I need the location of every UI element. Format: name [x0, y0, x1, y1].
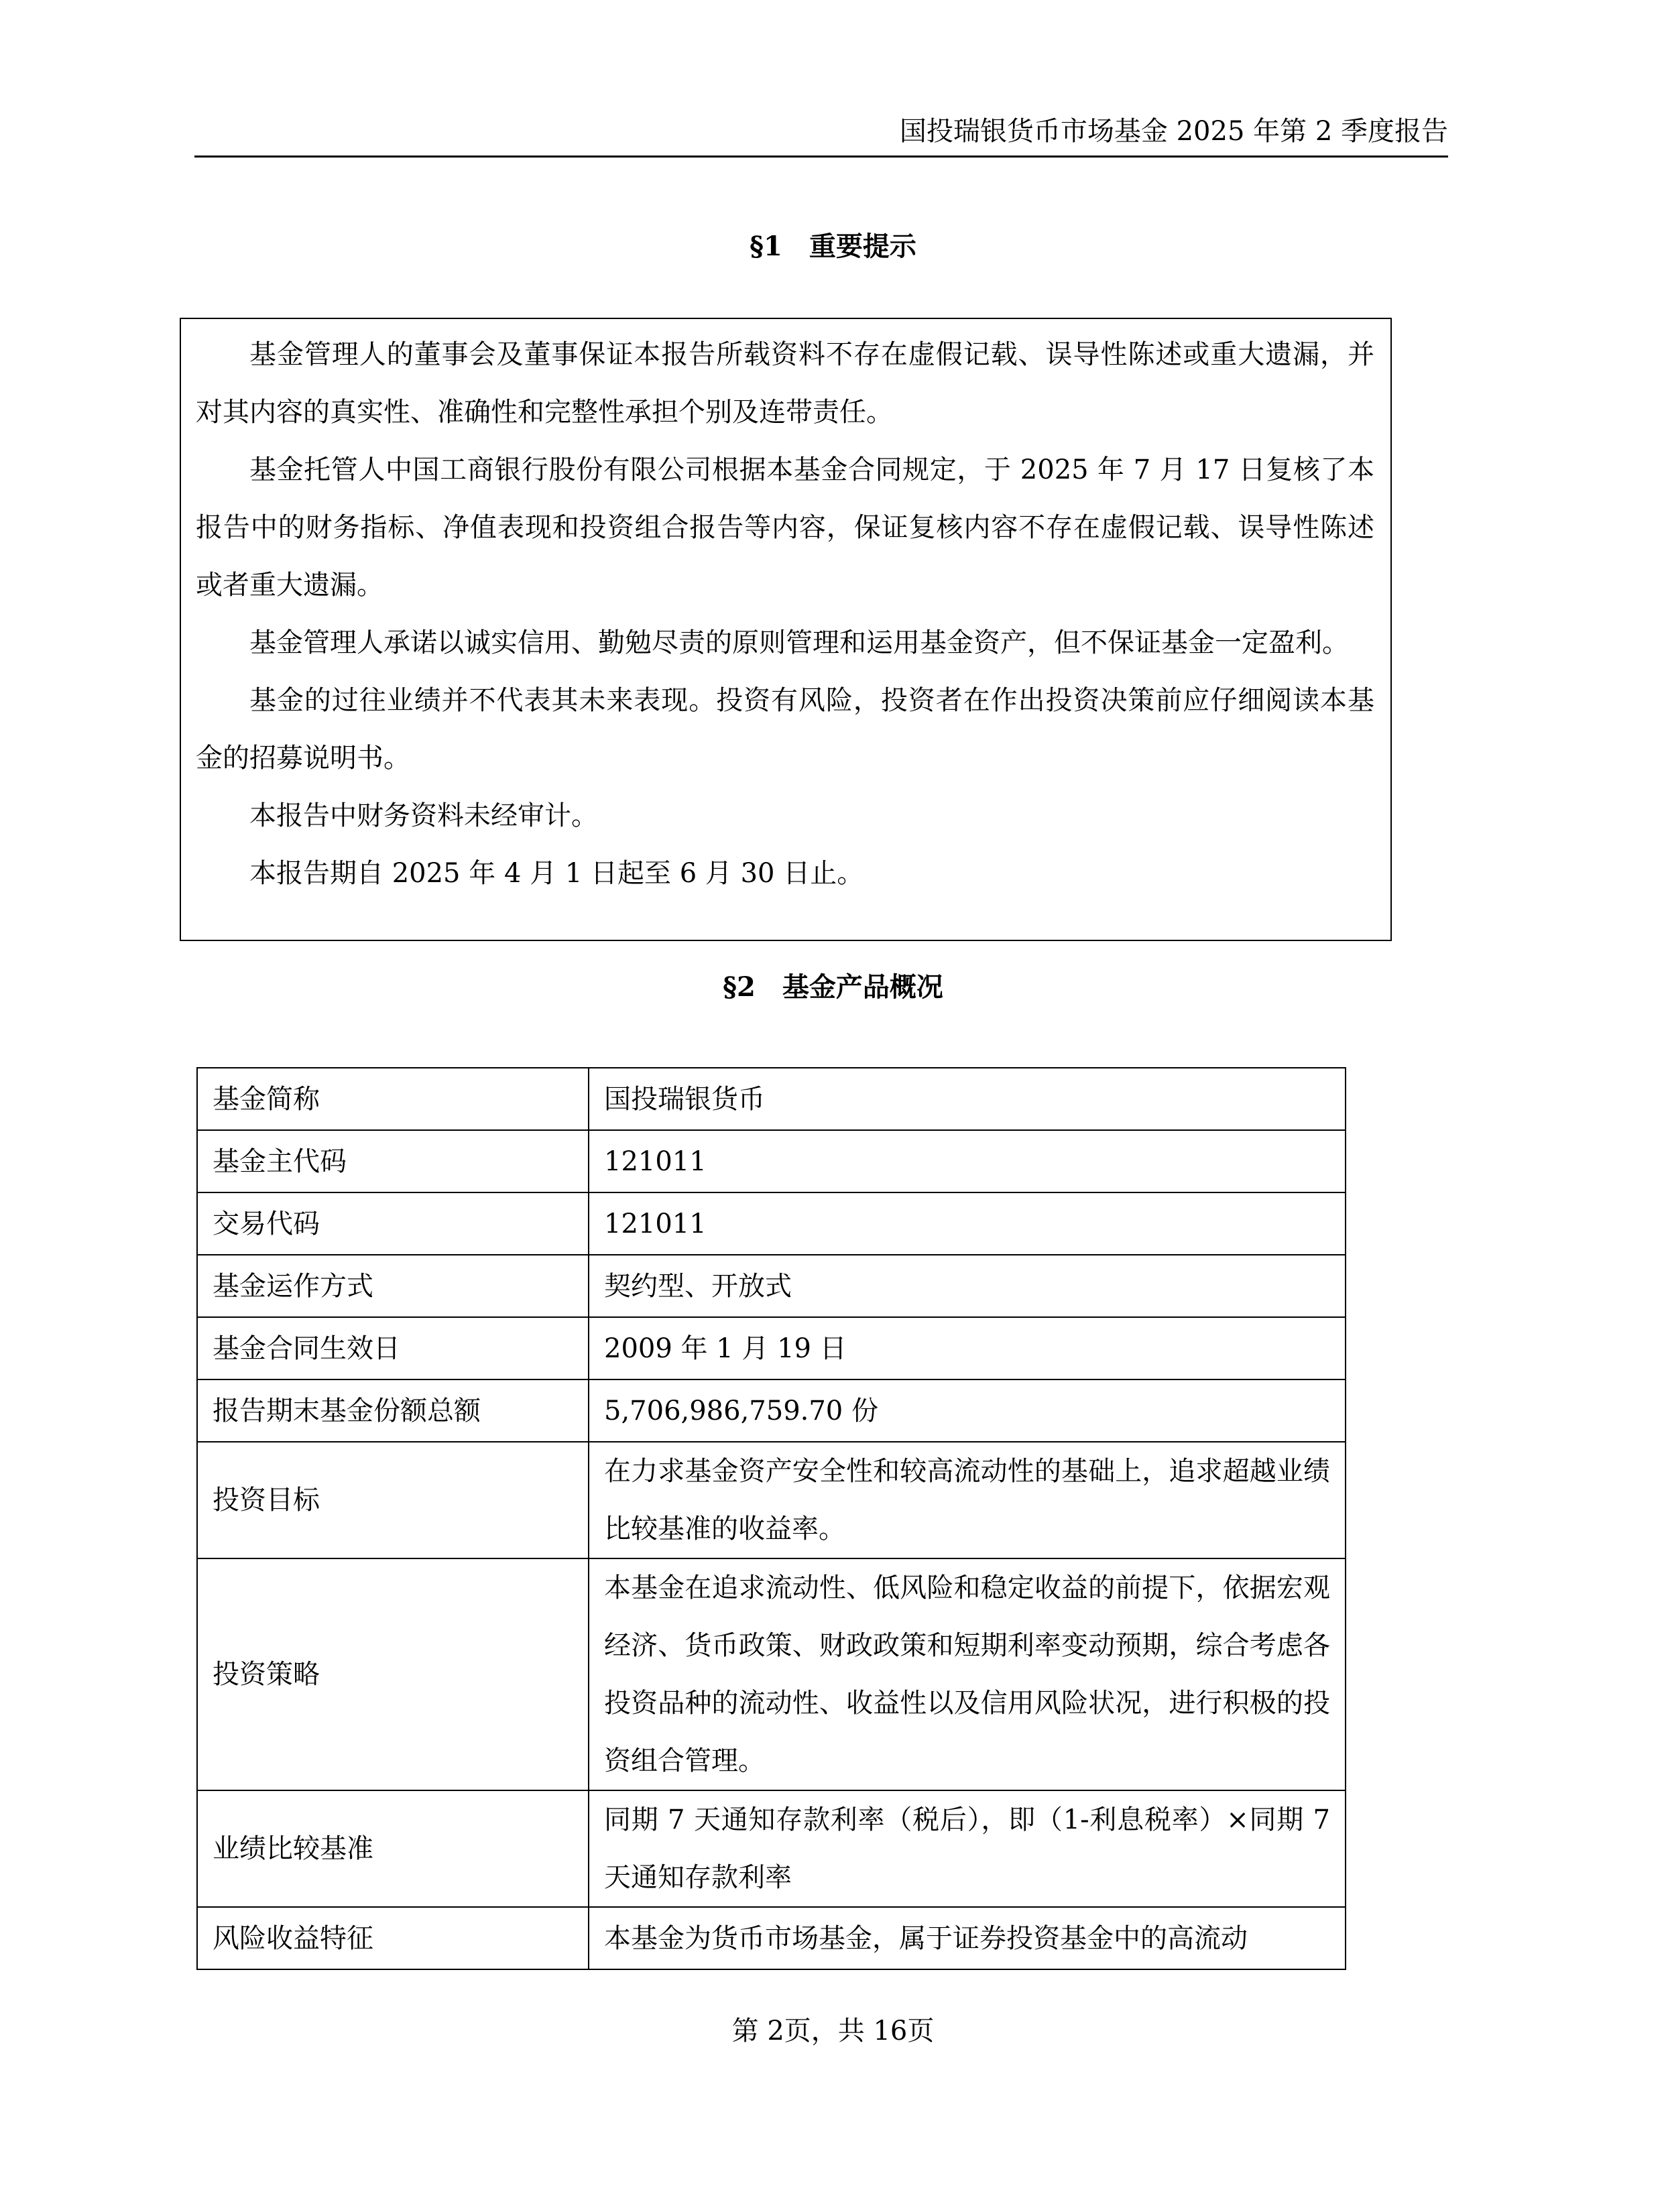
row-value: 契约型、开放式 [589, 1255, 1346, 1317]
table-row [197, 1317, 1346, 1379]
row-value: 5,706,986,759.70 份 [589, 1379, 1346, 1442]
notice-paragraph-5: 本报告中财务资料未经审计。 [249, 800, 598, 831]
important-notice-box [180, 318, 1392, 941]
page-footer [0, 2014, 1666, 2048]
table-row [197, 1790, 1346, 1907]
row-label: 交易代码 [197, 1192, 589, 1255]
table-row [197, 1130, 1346, 1192]
table-row [197, 1068, 1346, 1130]
table-row [197, 1442, 1346, 1558]
section-1-title: 重要提示 [809, 231, 916, 262]
table-row [197, 1379, 1346, 1442]
row-value: 121011 [589, 1192, 1346, 1255]
row-label: 基金合同生效日 [197, 1317, 589, 1379]
row-label: 基金运作方式 [197, 1255, 589, 1317]
row-value: 在力求基金资产安全性和较高流动性的基础上，追求超越业绩比较基准的收益率。 [589, 1442, 1346, 1558]
section-1-heading [0, 230, 1666, 263]
section-2-title: 基金产品概况 [782, 971, 943, 1003]
row-label: 业绩比较基准 [197, 1790, 589, 1907]
row-label: 风险收益特征 [197, 1907, 589, 1969]
fund-overview-table [196, 1067, 1346, 1970]
page-number: 第 2页，共 16页 [731, 2016, 935, 2046]
row-value: 121011 [589, 1130, 1346, 1192]
report-title: 国投瑞银货币市场基金 2025 年第 2 季度报告 [899, 116, 1448, 147]
row-value: 本基金在追求流动性、低风险和稳定收益的前提下，依据宏观经济、货币政策、财政政策和短期利率变动预期，综合考虑各投资品种的流动性、收益性以及信用风险状况，进行积极的投资组合管理。 [589, 1558, 1346, 1790]
row-label: 基金主代码 [197, 1130, 589, 1192]
row-label: 投资目标 [197, 1442, 589, 1558]
table-row [197, 1907, 1346, 1969]
table-row [197, 1255, 1346, 1317]
row-value: 2009 年 1 月 19 日 [589, 1317, 1346, 1379]
page-header [194, 115, 1448, 158]
notice-paragraph-4: 基金的过往业绩并不代表其未来表现。投资有风险，投资者在作出投资决策前应仔细阅读本基金的招募说明书。 [196, 685, 1374, 774]
notice-paragraph-1: 基金管理人的董事会及董事保证本报告所载资料不存在虚假记载、误导性陈述或重大遗漏，并对其内容的真实性、准确性和完整性承担个别及连带责任。 [196, 339, 1374, 428]
row-label: 基金简称 [197, 1068, 589, 1130]
notice-paragraph-2: 基金托管人中国工商银行股份有限公司根据本基金合同规定，于 2025 年 7 月 17 日复核了本报告中的财务指标、净值表现和投资组合报告等内容，保证复核内容不存在虚假记载、误导性陈述或者重大遗漏。 [196, 454, 1374, 601]
row-value: 同期 7 天通知存款利率（税后），即（1-利息税率）×同期 7 天通知存款利率 [589, 1790, 1346, 1907]
table-row [197, 1192, 1346, 1255]
section-2-heading [0, 971, 1666, 1004]
section-1-number: §1 [750, 231, 782, 262]
row-value: 本基金为货币市场基金，属于证券投资基金中的高流动 [589, 1907, 1346, 1969]
table-row [197, 1558, 1346, 1790]
notice-paragraph-3: 基金管理人承诺以诚实信用、勤勉尽责的原则管理和运用基金资产，但不保证基金一定盈利。 [249, 627, 1349, 658]
notice-paragraph-6: 本报告期自 2025 年 4 月 1 日起至 6 月 30 日止。 [249, 858, 864, 889]
row-label: 投资策略 [197, 1558, 589, 1790]
row-value: 国投瑞银货币 [589, 1068, 1346, 1130]
row-label: 报告期末基金份额总额 [197, 1379, 589, 1442]
section-2-number: §2 [723, 971, 756, 1003]
